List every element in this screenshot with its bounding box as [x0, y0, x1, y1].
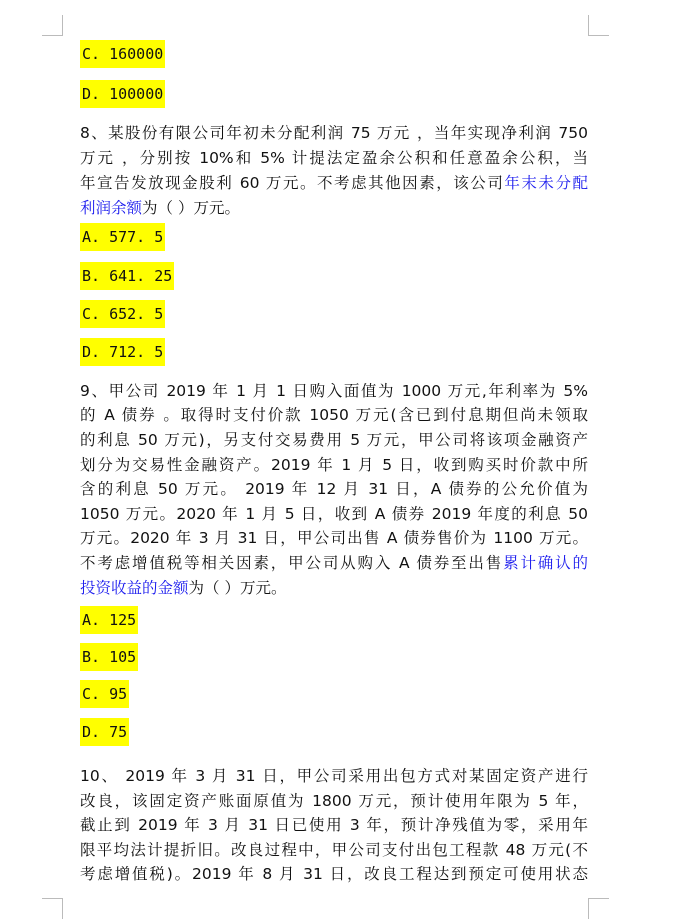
- text: 年宣告发放现金股利 60 万元。不考虑其他因素，该公司: [80, 174, 505, 192]
- highlighted-text: 累计确认的: [503, 554, 588, 572]
- page-corner-mark: [42, 898, 63, 919]
- question-text-line: 限平均法计提折旧。改良过程中，甲公司支付出包工程款 48 万元(不: [80, 841, 588, 859]
- question-text-line: 万元 ，分别按 10%和 5% 计提法定盈余公积和任意盈余公积，当: [80, 149, 588, 167]
- option-d: D. 75: [80, 718, 129, 746]
- text: 为（ ）万元。: [188, 579, 287, 597]
- highlighted-text: 年末未分配: [504, 174, 588, 192]
- option-c: C. 95: [80, 680, 129, 708]
- question-text-line: 的利息 50 万元)，另支付交易费用 5 万元，甲公司将该项金融资产: [80, 431, 588, 449]
- page-corner-mark: [42, 15, 63, 36]
- question-text-line: 10、 2019 年 3 月 31 日，甲公司采用出包方式对某固定资产进行: [80, 767, 588, 785]
- option-d: D. 100000: [80, 80, 165, 108]
- option-a: A. 125: [80, 606, 138, 634]
- text: 为（ ）万元。: [142, 199, 240, 217]
- question-text-line: 改良，该固定资产账面原值为 1800 万元，预计使用年限为 5 年，: [80, 792, 588, 810]
- question-text-line: 的 A 债券 。取得时支付价款 1050 万元(含已到付息期但尚未领取: [80, 406, 588, 424]
- question-text-line: [80, 551, 588, 575]
- option-d: D. 712. 5: [80, 338, 165, 366]
- text: 不考虑增值税等相关因素，甲公司从购入 A 债券至出售: [80, 554, 504, 572]
- option-c: C. 652. 5: [80, 300, 165, 328]
- page-corner-mark: [588, 15, 609, 36]
- option-b: B. 105: [80, 643, 138, 671]
- question-text-line: 万元。2020 年 3 月 31 日，甲公司出售 A 债券售价为 1100 万元。: [80, 529, 588, 547]
- option-b: B. 641. 25: [80, 262, 174, 290]
- highlighted-text: 投资收益的金额: [80, 579, 189, 597]
- option-c: C. 160000: [80, 40, 165, 68]
- question-text-line: 考虑增值税)。2019 年 8 月 31 日，改良工程达到预定可使用状态: [80, 865, 588, 883]
- question-text-line: 含的利息 50 万元。 2019 年 12 月 31 日，A 债券的公允价值为: [80, 480, 588, 498]
- question-text-line: [80, 196, 588, 220]
- question-text-line: 9、甲公司 2019 年 1 月 1 日购入面值为 1000 万元,年利率为 5%: [80, 382, 588, 400]
- question-text-line: 1050 万元。2020 年 1 月 5 日，收到 A 债券 2019 年度的利息 50: [80, 505, 588, 523]
- question-text-line: [80, 171, 588, 195]
- option-a: A. 577. 5: [80, 223, 165, 251]
- question-text-line: 划分为交易性金融资产。2019 年 1 月 5 日，收到购买时价款中所: [80, 456, 588, 474]
- highlighted-text: 利润余额: [80, 199, 143, 217]
- page-corner-mark: [588, 898, 609, 919]
- question-text-line: [80, 576, 588, 600]
- question-text-line: 截止到 2019 年 3 月 31 日已使用 3 年，预计净残值为零，采用年: [80, 816, 588, 834]
- question-text-line: 8、某股份有限公司年初未分配利润 75 万元 ，当年实现净利润 750: [80, 124, 588, 142]
